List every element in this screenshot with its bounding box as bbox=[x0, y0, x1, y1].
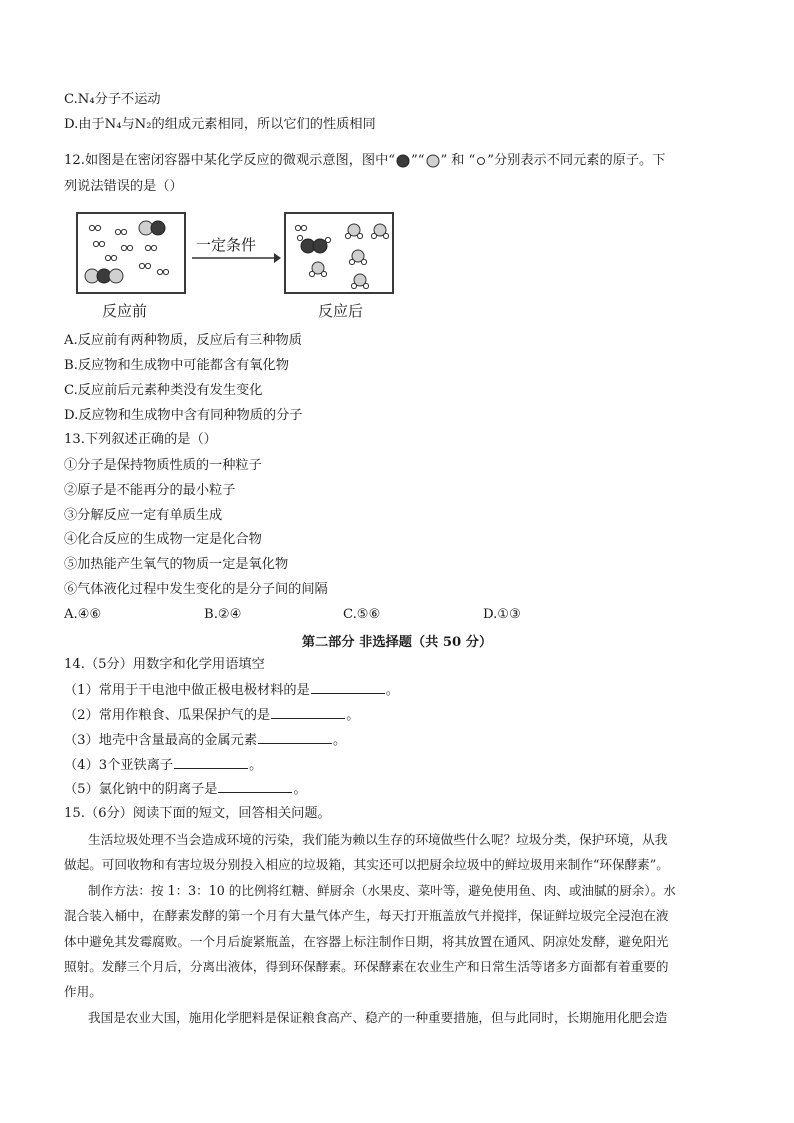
answer-blank[interactable] bbox=[311, 680, 385, 694]
quote-close: ” bbox=[440, 153, 448, 168]
q13-statement-3: ③分解反应一定有单质生成 bbox=[64, 508, 223, 523]
q14-item-2 bbox=[64, 705, 359, 726]
q14-item-3-end: 。 bbox=[333, 733, 347, 748]
grey-atom-icon bbox=[425, 154, 441, 168]
q14-item-1-end: 。 bbox=[385, 683, 399, 698]
answer-blank[interactable] bbox=[174, 755, 248, 769]
q14-item-5-text: （5）氯化钠中的阴离子是 bbox=[64, 782, 218, 797]
q14-item-1 bbox=[64, 680, 399, 701]
q14-stem: 14.（5分）用数字和化学用语填空 bbox=[64, 657, 265, 672]
q15-paragraph-2-line-1: 制作方法：按 1：3：10 的比例将红糖、鲜厨余（水果皮、菜叶等，避免使用鱼、肉、或油腻的厨余）。水 bbox=[88, 883, 676, 898]
q13-option-c: C.⑤⑥ bbox=[343, 607, 381, 622]
answer-blank[interactable] bbox=[271, 705, 345, 719]
q12-option-a: A.反应前有两种物质，反应后有三种物质 bbox=[64, 333, 302, 348]
q14-item-2-end: 。 bbox=[346, 708, 360, 723]
q14-item-3 bbox=[64, 730, 346, 751]
q14-item-5-end: 。 bbox=[293, 782, 307, 797]
caption-before: 反应前 bbox=[102, 302, 148, 320]
reaction-arrow-icon bbox=[190, 252, 282, 264]
q13-stem: 13.下列叙述正确的是（） bbox=[64, 432, 217, 447]
q15-paragraph-3-line-1: 我国是农业大国，施用化学肥料是保证粮食高产、稳产的一种重要措施，但与此同时，长期施用化肥会造 bbox=[88, 1010, 668, 1025]
quote-open: “ bbox=[417, 153, 425, 168]
q13-option-a: A.④⑥ bbox=[64, 607, 102, 622]
before-reaction-box bbox=[76, 212, 186, 294]
quote-open: “ bbox=[388, 153, 396, 168]
q15-stem: 15.（6分）阅读下面的短文，回答相关问题。 bbox=[64, 806, 331, 821]
after-reaction-box bbox=[284, 212, 394, 294]
q11-option-c: C.N₄分子不运动 bbox=[64, 92, 161, 107]
section-2-title: 第二部分 非选择题（共 50 分） bbox=[301, 635, 493, 650]
q13-statement-2: ②原子是不能再分的最小粒子 bbox=[64, 483, 236, 498]
q12-option-b: B.反应物和生成物中可能都含有氧化物 bbox=[64, 358, 289, 373]
before-molecules bbox=[78, 214, 184, 292]
quote-open: “ bbox=[468, 153, 476, 168]
reaction-diagram bbox=[72, 210, 412, 326]
after-molecules bbox=[286, 214, 392, 292]
q14-item-4-end: 。 bbox=[249, 758, 263, 773]
dark-atom-icon bbox=[395, 154, 411, 168]
q13-statement-1: ①分子是保持物质性质的一种粒子 bbox=[64, 458, 262, 473]
q15-paragraph-2-line-4: 照射。发酵三个月后，分离出液体，得到环保酵素。环保酵素在农业生产和日常生活等诸多方面都有着重要的 bbox=[64, 959, 669, 974]
q13-statement-6: ⑥气体液化过程中发生变化的是分子间的间隔 bbox=[64, 582, 328, 597]
q14-item-4 bbox=[64, 755, 262, 776]
q14-item-5 bbox=[64, 779, 307, 800]
q12-option-c: C.反应前后元素种类没有发生变化 bbox=[64, 383, 263, 398]
q14-item-1-text: （1）常用于干电池中做正极电极材料的是 bbox=[64, 683, 310, 698]
q14-item-3-text: （3）地壳中含量最高的金属元素 bbox=[64, 733, 258, 748]
answer-blank[interactable] bbox=[258, 730, 332, 744]
q12-stem-line2: 列说法错误的是（） bbox=[64, 179, 183, 194]
q13-statement-4: ④化合反应的生成物一定是化合物 bbox=[64, 532, 262, 547]
q14-item-4-text: （4）3个亚铁离子 bbox=[64, 758, 174, 773]
q12-stem-part2: 分别表示不同元素的原子。下 bbox=[493, 153, 666, 168]
q11-option-d: D.由于N₄与N₂的组成元素相同，所以它们的性质相同 bbox=[64, 117, 376, 132]
quote-close: ” bbox=[487, 153, 494, 168]
answer-blank[interactable] bbox=[218, 779, 292, 793]
caption-after: 反应后 bbox=[318, 302, 364, 320]
q13-statement-5: ⑤加热能产生氧气的物质一定是氧化物 bbox=[64, 557, 289, 572]
and-text: 和 bbox=[451, 153, 465, 168]
q12-option-d: D.反应物和生成物中含有同种物质的分子 bbox=[64, 408, 303, 423]
q13-option-d: D.①③ bbox=[483, 607, 521, 622]
q15-paragraph-1-line-1: 生活垃圾处理不当会造成环境的污染，我们能为赖以生存的环境做些什么呢？垃圾分类，保护环境，从我 bbox=[88, 832, 668, 847]
q12-stem-line1 bbox=[64, 151, 665, 171]
quote-close: ” bbox=[411, 153, 418, 168]
small-white-atom-icon bbox=[475, 155, 487, 167]
q13-option-b: B.②④ bbox=[204, 607, 242, 622]
q15-paragraph-2-line-2: 混合装入桶中，在酵素发酵的第一个月有大量气体产生，每天打开瓶盖放气并搅拌，保证鲜垃圾完全浸泡在液 bbox=[64, 908, 669, 923]
q12-stem-part1: 12.如图是在密闭容器中某化学反应的微观示意图，图中 bbox=[64, 153, 389, 168]
arrow-label: 一定条件 bbox=[196, 236, 257, 254]
q15-paragraph-2-line-5: 作用。 bbox=[64, 984, 102, 999]
q15-paragraph-1-line-2: 做起。可回收物和有害垃圾分别投入相应的垃圾箱，其实还可以把厨余垃圾中的鲜垃圾用来制作“环保酵素”。 bbox=[64, 857, 669, 872]
q14-item-2-text: （2）常用作粮食、瓜果保护气的是 bbox=[64, 708, 271, 723]
q15-paragraph-2-line-3: 体中避免其发霉腐败。一个月后旋紧瓶盖，在容器上标注制作日期，将其放置在通风、阴凉处发酵，避免阳光 bbox=[64, 934, 669, 949]
